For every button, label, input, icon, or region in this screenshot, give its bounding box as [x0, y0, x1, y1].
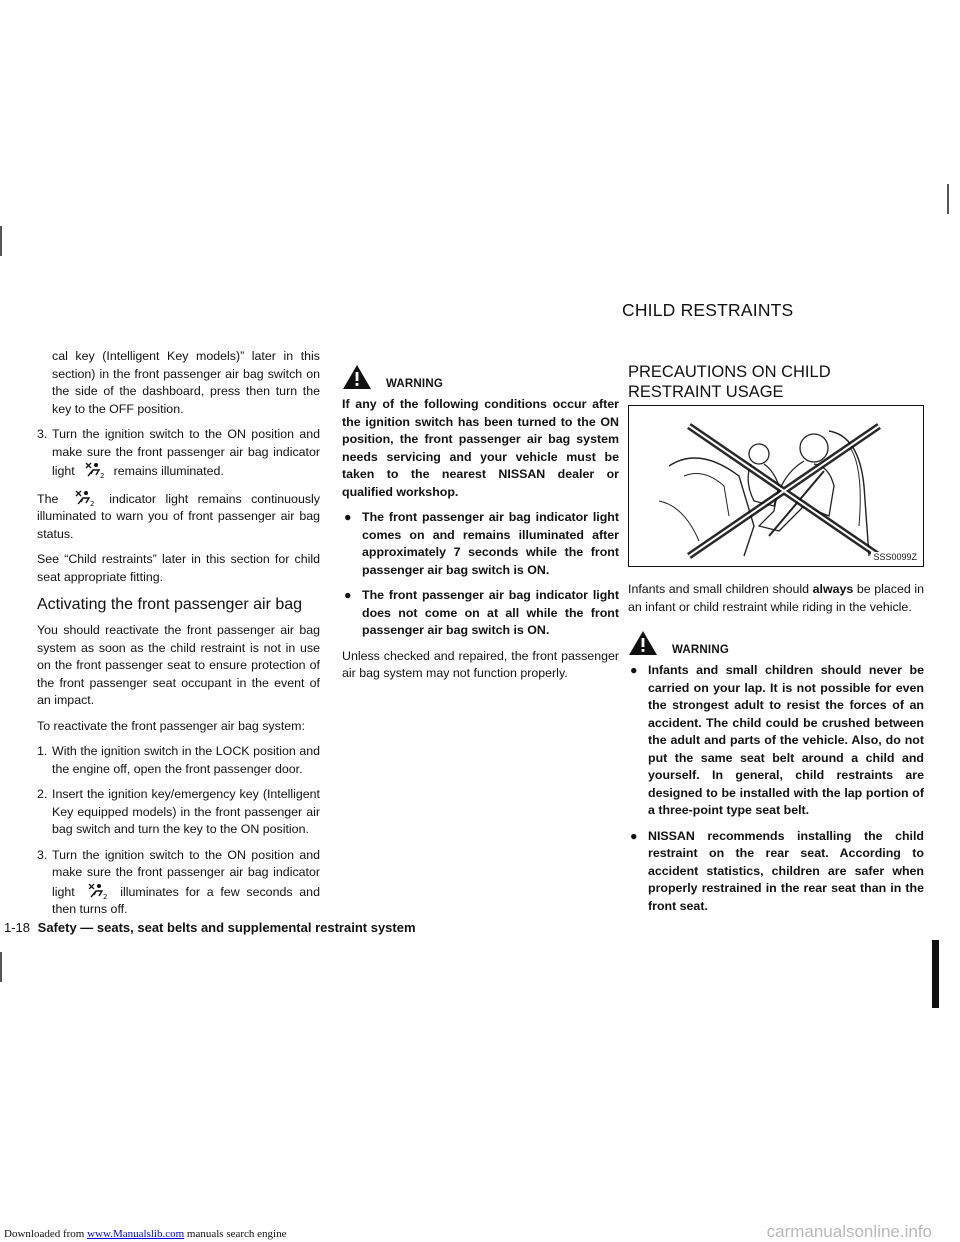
step-number: 2.: [37, 787, 48, 801]
warning-label: WARNING: [672, 644, 729, 656]
continued-paragraph: cal key (Intelligent Key models)” later in this section) in the front passenger air bag switch on the side of the dashboard, press then turn the key to the OFF position.: [52, 349, 320, 416]
chapter-title: Safety — seats, seat belts and supplemental restraint system: [37, 920, 416, 935]
indicator-paragraph: [37, 489, 320, 544]
svg-text:2: 2: [100, 472, 105, 479]
infants-text-b: be placed in an infant or child restraint while riding in the vehicle.: [628, 582, 924, 614]
bullet-text: Infants and small children should never be carried on your lap. It is not possible for even the strongest adult to resist the forces of an accident. The child could be crushed between the adult and parts of the vehicle. Also, do not put the same seat belt around a child and yourself. In general, child restraints are designed to be installed with the lap portion of a three-point type seat belt.: [648, 663, 924, 817]
page-footer: [4, 920, 416, 935]
column-3: [628, 362, 924, 923]
bullet-text: The front passenger air bag indicator light does not come on at all while the front passenger air bag switch is ON.: [362, 588, 619, 637]
section-title: CHILD RESTRAINTS: [622, 300, 794, 320]
bullet-text: The front passenger air bag indicator light comes on and remains illuminated after approximately 7 seconds while the front passenger air bag switch is ON.: [362, 510, 619, 577]
figure-code: SSS0099Z: [873, 552, 917, 562]
precautions-heading: PRECAUTIONS ON CHILD RESTRAINT USAGE: [628, 363, 831, 401]
page-number: 1-18: [4, 920, 31, 935]
step-3-text-b: remains illuminated.: [113, 464, 224, 478]
bullet-icon: ●: [344, 510, 352, 524]
activating-heading: Activating the front passenger air bag: [37, 596, 303, 613]
column-1: [37, 348, 320, 927]
step-number: 1.: [37, 744, 48, 758]
the-word: The: [37, 491, 59, 506]
warning-triangle-icon: [342, 364, 372, 390]
download-prefix: Downloaded from: [4, 1228, 88, 1240]
step-1-text: With the ignition switch in the LOCK position and the engine off, open the front passenger door.: [52, 744, 320, 776]
warning-triangle-icon: [628, 630, 658, 656]
step-3-text: [52, 427, 320, 478]
download-banner: [4, 1228, 286, 1240]
download-suffix: manuals search engine: [184, 1228, 287, 1240]
bullet-icon: ●: [630, 828, 638, 843]
warning-text: If any of the following conditions occur after the ignition switch has been turned to the ON position, the front passenger air bag system needs servicing and your vehicle must be taken to the nearest NISSAN dealer or qualified workshop.: [342, 397, 619, 499]
step-3-lower-text: [52, 848, 320, 917]
bullet-icon: ●: [344, 588, 352, 602]
airbag-off-indicator-icon: [82, 461, 106, 479]
warning-label: WARNING: [386, 378, 443, 390]
infants-paragraph: [628, 581, 924, 616]
step-3-lower-text-b: illuminates for a few seconds and then turns off.: [52, 884, 320, 916]
warning-header: [628, 626, 924, 656]
bullet-text: NISSAN recommends installing the child restraint on the rear seat. According to accident statistics, children are safer when properly restrained in the rear seat than in the front seat.: [648, 828, 924, 913]
manualslib-link[interactable]: www.Manualslib.com: [87, 1228, 185, 1240]
step-3-text-a: Turn the ignition switch to the ON position and make sure the front passenger air bag indicator light: [52, 427, 320, 478]
step-2-text: Insert the ignition key/emergency key (Intelligent Key equipped models) in the front passenger air bag switch and turn the key to the ON position.: [52, 787, 320, 836]
warning-bullet: [628, 828, 924, 916]
child-on-lap-illustration: [629, 406, 923, 566]
step-2: [37, 786, 320, 839]
see-paragraph: See “Child restraints” later in this section for child seat appropriate fitting.: [37, 552, 320, 584]
always-word: always: [812, 582, 854, 596]
crop-mark-top-left: [0, 226, 2, 256]
infants-text-a: Infants and small children should: [628, 582, 810, 596]
to-reactivate-paragraph: To reactivate the front passenger air bag system:: [37, 718, 305, 733]
child-lap-figure: [628, 405, 924, 567]
unless-paragraph: Unless checked and repaired, the front passenger air bag system may not function properly.: [342, 648, 619, 680]
svg-text:2: 2: [103, 892, 108, 900]
reactivate-paragraph: You should reactivate the front passenger air bag system as soon as the child restraint is not in use on the front passenger seat to ensure protection of the front passenger seat occupant in the event of an impact.: [37, 623, 320, 707]
step-1: [37, 743, 320, 778]
warning-bullet: [628, 662, 924, 820]
warning-bullet: [342, 509, 619, 579]
airbag-indicator-icon: [85, 882, 109, 900]
bullet-icon: ●: [630, 663, 638, 677]
step-3-upper: [37, 426, 320, 481]
step-number: 3.: [37, 847, 48, 862]
indicator-text: indicator light remains continuously illuminated to warn you of front passenger air bag status.: [37, 491, 320, 541]
warning-header: [342, 360, 619, 390]
warning-bullet: [342, 587, 619, 640]
watermark: carmanualsonline.info: [766, 1222, 932, 1241]
step-3-lower: [37, 847, 320, 919]
crop-mark-bottom-left: [0, 952, 2, 982]
step-3-lower-text-a: Turn the ignition switch to the ON position and make sure the front passenger air bag indicator light: [52, 847, 320, 899]
svg-text:2: 2: [89, 499, 95, 507]
column-2: [342, 360, 619, 691]
thumb-tab-right: [932, 940, 939, 1008]
airbag-indicator-icon: [72, 489, 96, 507]
step-number: 3.: [37, 427, 48, 441]
thumb-tab-top: [947, 184, 949, 214]
